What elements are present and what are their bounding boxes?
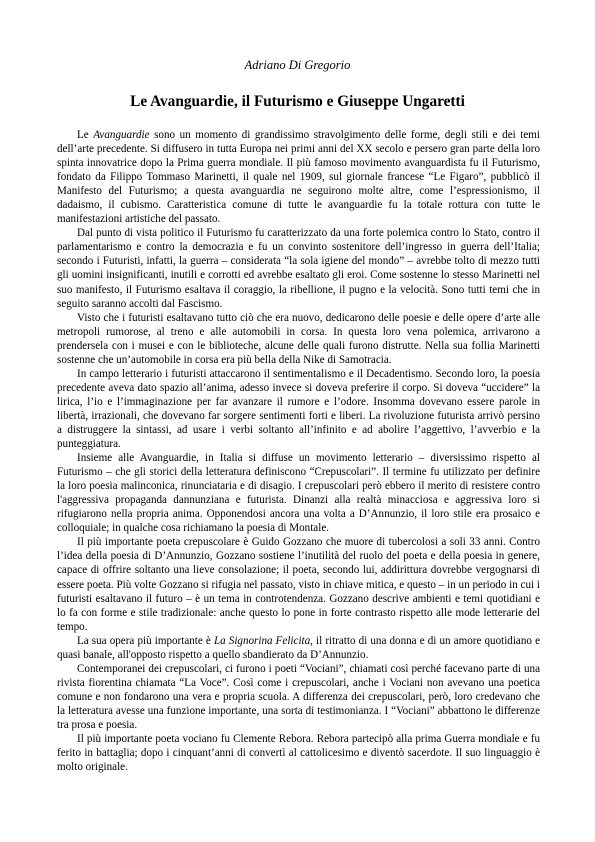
paragraph: Il più importante poeta crepuscolare è Guido Gozzano che muore di tubercolosi a soli 33 anni. Contro l’idea della poesia di D’Annunzio, Gozzano sostiene l’inutilità del ruolo del poeta e della poesia in genere, capace di offrire soltanto una lieve consolazione; il poeta, secondo lui, addirittura dovrebbe vergognarsi di essere poeta. Più volte Gozzano si rifugia nel passato, visto in chiave mitica, e questo – in un periodo in cui i futuristi esaltavano il futuro – è un tema in controtendenza. Gozzano descrive ambienti e temi quotidiani e lo fa con forme e stile tradizionale: anche questo lo pone in forte contrasto rispetto alle mode letterarie del tempo. [57, 536, 540, 633]
paragraph: Il più importante poeta vociano fu Clemente Rebora. Rebora partecipò alla prima Guerra mondiale e fu ferito in battaglia; dopo i cinquant’anni di convertì al cattolicesimo e diventò sacerdote. Il suo linguaggio è molto originale. [57, 733, 540, 774]
paragraph: Dal punto di vista politico il Futurismo fu caratterizzato da una forte polemica contro lo Stato, contro il parlamentarismo e contro la democrazia e fu un convinto sostenitore dell’ingresso in guerra dell’Italia; secondo i Futuristi, infatti, la guerra – considerata “la sola igiene del mondo” – avrebbe tolto di mezzo tutti gli uomini insignificanti, inutili e corrotti ed avrebbe esaltato gli eroi. Come sostenne lo stesso Marinetti nel suo manifesto, il Futurismo esaltava il coraggio, la ribellione, il pugno e la velocità. Sono tutti temi che in seguito saranno accolti dal Fascismo. [57, 227, 540, 310]
author-name: Adriano Di Gregorio [244, 58, 351, 72]
paragraph: La sua opera più importante è La Signorina Felicita, il ritratto di una donna e di un amore quotidiano e quasi banale, all'opposto rispetto a quello sbandierato da D’Annunzio. [57, 634, 540, 661]
paragraph: Contemporanei dei crepuscolari, ci furono i poeti “Vociani”, chiamati così perché facevano parte di una rivista fiorentina chiamata “La Voce”. Così come i crepuscolari, anche i Vociani non avevano una poetica comune e non fondarono una vera e propria scuola. A differenza dei crepuscolari, però, loro credevano che la letteratura avesse una funzione importante, una sorta di testimonianza. I “Vociani” abbattono le differenze tra prosa e poesia. [57, 662, 540, 731]
paragraph: In campo letterario i futuristi attaccarono il sentimentalismo e il Decadentismo. Secondo loro, la poesia precedente aveva dato spazio all’anima, adesso invece si doveva preferire il corpo. Si doveva “uccidere” la lirica, l’io e l’immaginazione per far avanzare il rumore e l’odore. Insomma dovevano essere parole in libertà, irrazionali, che dovevano far sorgere sentimenti forti e liberi. La rivoluzione futurista arrivò persino a distruggere la sintassi, ad usare i verbi soltanto all’infinito e ad abolire l’aggettivo, l’avverbio e la punteggiatura. [57, 367, 540, 451]
paragraph: Visto che i futuristi esaltavano tutto ciò che era nuovo, dedicarono delle poesie e delle opere d’arte alle metropoli rumorose, al treno e alle automobili in corsa. In questa loro vena polemica, arrivarono a prendersela con i musei e con le biblioteche, alcune delle quali furono distrutte. Nella sua follia Marinetti sostenne che un’automobile in corsa era più bella della Nike di Samotracia. [57, 311, 540, 366]
document-title: Le Avanguardie, il Futurismo e Giuseppe Ungaretti [130, 93, 465, 110]
paragraph: Le Avanguardie sono un momento di grandissimo stravolgimento delle forme, degli stili e dei temi dell’arte precedente. Si diffusero in tutta Europa nei primi anni del XX secolo e persero gran parte della loro spinta innovatrice dopo la Prima guerra mondiale. Il più famoso movimento avanguardista fu il Futurismo, fondato da Filippo Tommaso Marinetti, il quale nel 1909, sul giornale francese “Le Figaro”, pubblicò il Manifesto del Futurismo; a questa avanguardia ne seguirono molte altre, come l’espressionismo, il dadaismo, il cubismo. Caratteristica comune di tutte le avanguardie fu la totale rottura con tutte le manifestazioni artistiche del passato. [57, 129, 540, 226]
paragraph: Insieme alle Avanguardie, in Italia si diffuse un movimento letterario – diversissimo rispetto al Futurismo – che gli storici della letteratura definiscono “Crepuscolari”. Il termine fu utilizzato per definire la loro poesia malinconica, rinunciataria e di disagio. I crepuscolari però ebbero il merito di resistere contro l'aggressiva propaganda dannunziana e futurista. Dinanzi alla realtà minacciosa e aggressiva loro si rifugiarono nella propria anima. Opponendosi ancora una volta a D’Annunzio, il loro stile era prosaico e colloquiale; in qualche cosa richiamano la poesia di Montale. [57, 452, 540, 535]
document-body [57, 128, 540, 774]
